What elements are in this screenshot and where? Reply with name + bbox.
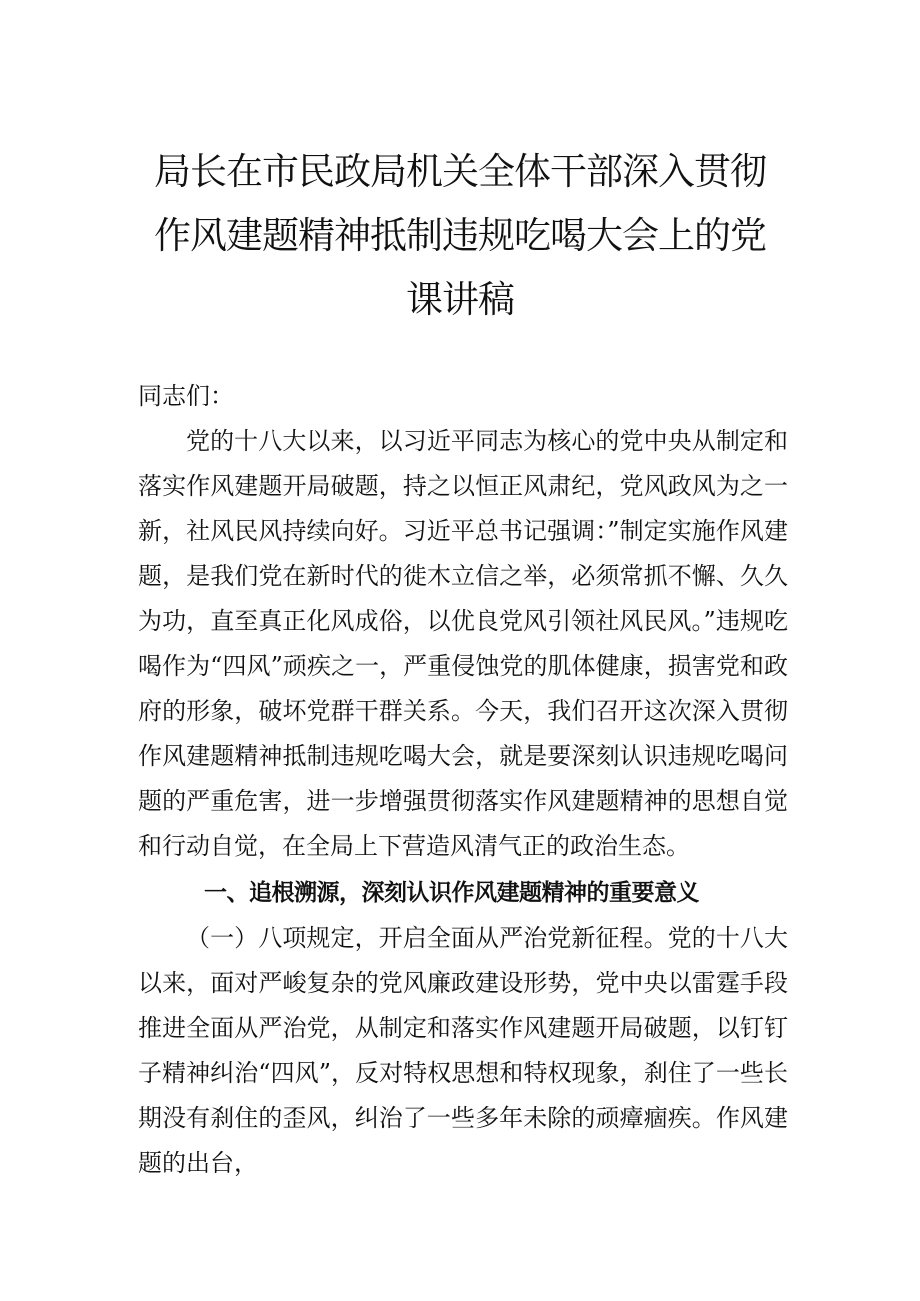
intro-paragraph: 党的十八大以来，以习近平同志为核心的党中央从制定和落实作风建题开局破题，持之以恒正风肃纪，党风政风为之一新，社风民风持续向好。习近平总书记强调：”制定实施作风建题，是我们党在新时代的徙木立信之举，必须常抓不懈、久久为功，直至真正化风成俗，以优良党风引领社风民风。”违规吃喝作为“四风”顽疾之一，严重侵蚀党的肌体健康，损害党和政府的形象，破坏党群干群关系。今天，我们召开这次深入贯彻作风建题精神抵制违规吃喝大会，就是要深刻认识违规吃喝问题的严重危害，进一步增强贯彻落实作风建题精神的思想自觉和行动自觉，在全局上下营造风清气正的政治生态。 xyxy=(138,427,788,860)
document-body xyxy=(138,374,788,1186)
section-paragraph: （一）八项规定，开启全面从严治党新征程。党的十八大以来，面对严峻复杂的党风廉政建设形势，党中央以雷霆手段推进全面从严治党，从制定和落实作风建题开局破题，以钉钉子精神纠治“四风”，反对特权思想和特权现象，刹住了一些长期没有刹住的歪风，纠治了一些多年未除的顽瘴痼疾。作风建题的出台， xyxy=(138,924,788,1177)
section-heading: 一、追根溯源，深刻认识作风建题精神的重要意义 xyxy=(204,880,699,906)
greeting: 同志们： xyxy=(138,382,234,410)
document-title: 局长在市民政局机关全体干部深入贯彻作风建题精神抵制违规吃喝大会上的党课讲稿 xyxy=(154,150,766,321)
